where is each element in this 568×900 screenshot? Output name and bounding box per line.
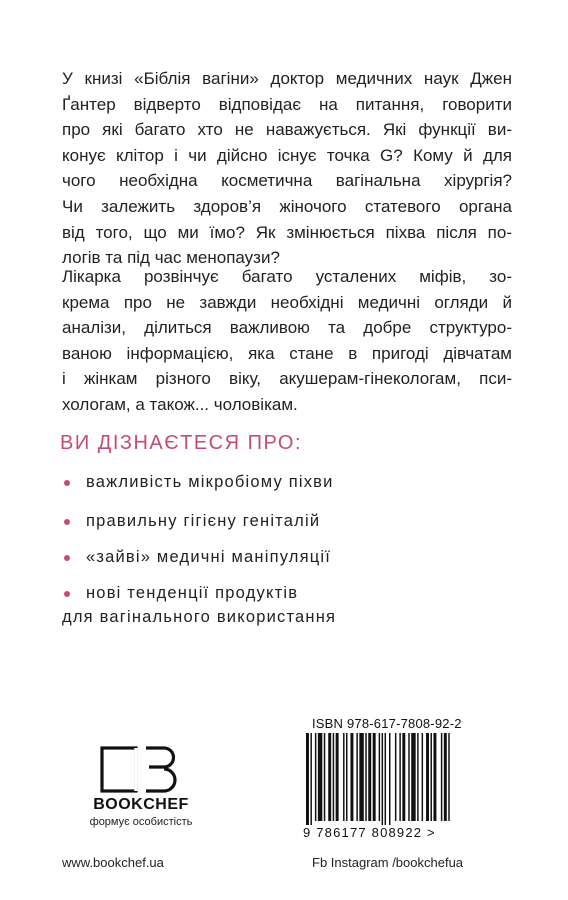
barcode-bar [324, 733, 325, 821]
publisher-website: www.bookchef.ua [62, 855, 164, 870]
learn-item-text: нові тенденції продуктів [86, 584, 299, 602]
bullet-dot-icon [64, 480, 70, 486]
barcode-bar [306, 733, 309, 825]
paragraph-line: крема про не завжди необхідні медичні огляди й [62, 292, 512, 312]
learn-heading: ВИ ДІЗНАЄТЕСЯ ПРО: [60, 432, 302, 454]
barcode-bar [430, 733, 431, 821]
paragraph-line: Ґантер відверто відповідає на питання, говорити [62, 94, 512, 114]
publisher-tagline: формує особистість [89, 816, 193, 828]
paragraph-line: хологам, а також... чоловікам. [62, 394, 298, 414]
barcode-bar [426, 733, 429, 821]
barcode-bar [379, 733, 380, 821]
paragraph-line: Чи залежить здоров’я жіночого статевого органа [62, 196, 512, 216]
learn-list-item [62, 470, 334, 494]
barcode-bar [408, 733, 409, 821]
barcode-bar [389, 733, 390, 825]
barcode-bar [433, 733, 436, 821]
learn-list-item [62, 509, 320, 533]
isbn-digits: 9 786177 808922 > [303, 825, 436, 840]
barcode [304, 733, 452, 825]
barcode-bar [350, 733, 353, 821]
barcode-bar [368, 733, 371, 821]
barcode-bar [356, 733, 357, 821]
barcode-bar [422, 733, 423, 821]
paragraph-line: У книзі «Біблія вагіни» доктор медичних наук Джен [62, 69, 512, 88]
barcode-bar [444, 733, 447, 821]
learn-item-text: «зайві» медичні маніпуляції [86, 548, 332, 566]
bullet-dot-icon [64, 519, 70, 525]
barcode-bar [359, 733, 363, 821]
barcode-bar [318, 733, 322, 821]
paragraph-line: від того, що ми їмо? Як змінюється піхва після по- [62, 222, 512, 242]
paragraph-line: Лікарка розвінчує багато усталених міфів, зо- [62, 267, 512, 286]
barcode-bar [382, 733, 383, 825]
bookchef-logo-icon [86, 745, 196, 793]
bullet-dot-icon [64, 591, 70, 597]
barcode-bar [448, 733, 449, 821]
paragraph-line: логів та під час менопаузи? [62, 248, 280, 268]
learn-item-text-continued: для вагінального використання [62, 608, 337, 626]
barcode-bar [399, 733, 400, 821]
learn-list-item [62, 581, 336, 629]
barcode-bar [310, 733, 311, 825]
learn-item-text: правильну гігієну геніталій [86, 512, 321, 530]
barcode-bar [441, 733, 442, 821]
publisher-social: Fb Instagram /bookchefua [312, 855, 464, 870]
barcode-bar [336, 733, 339, 821]
learn-item-text: важливість мікробіому піхви [86, 473, 334, 491]
description-paragraph-2 [62, 264, 512, 418]
publisher-name: BOOKCHEF [93, 796, 189, 813]
isbn-label: ISBN 978-617-7808-92-2 [312, 716, 462, 731]
barcode-bar [365, 733, 366, 821]
barcode-bar [395, 733, 396, 821]
description-paragraph-1 [62, 66, 512, 271]
paragraph-line: конує клітор і чи дійсно існує точка G? Кому й для [62, 145, 512, 165]
paragraph-line: про які багато хто не наважується. Які функції ви- [62, 120, 512, 140]
barcode-bar [373, 733, 376, 821]
paragraph-line: аналізи, ділиться важливою та добре структуро- [62, 318, 512, 338]
barcode-bar [411, 733, 415, 821]
paragraph-line: і жінкам різного віку, акушерам-гінекологам, пси- [62, 369, 512, 389]
barcode-bar [343, 733, 344, 821]
barcode-bar [315, 733, 316, 821]
barcode-bar [402, 733, 405, 821]
barcode-bar [346, 733, 347, 821]
paragraph-line: ваною інформацією, яка стане в пригоді дівчатам [62, 343, 512, 363]
learn-list-item [62, 545, 331, 569]
barcode-bar [328, 733, 331, 821]
bullet-dot-icon [64, 555, 70, 561]
barcode-bar [333, 733, 334, 821]
barcode-bar [385, 733, 386, 825]
paragraph-line: чого необхідна косметична вагінальна хірургія? [62, 171, 512, 191]
barcode-bar [417, 733, 418, 821]
